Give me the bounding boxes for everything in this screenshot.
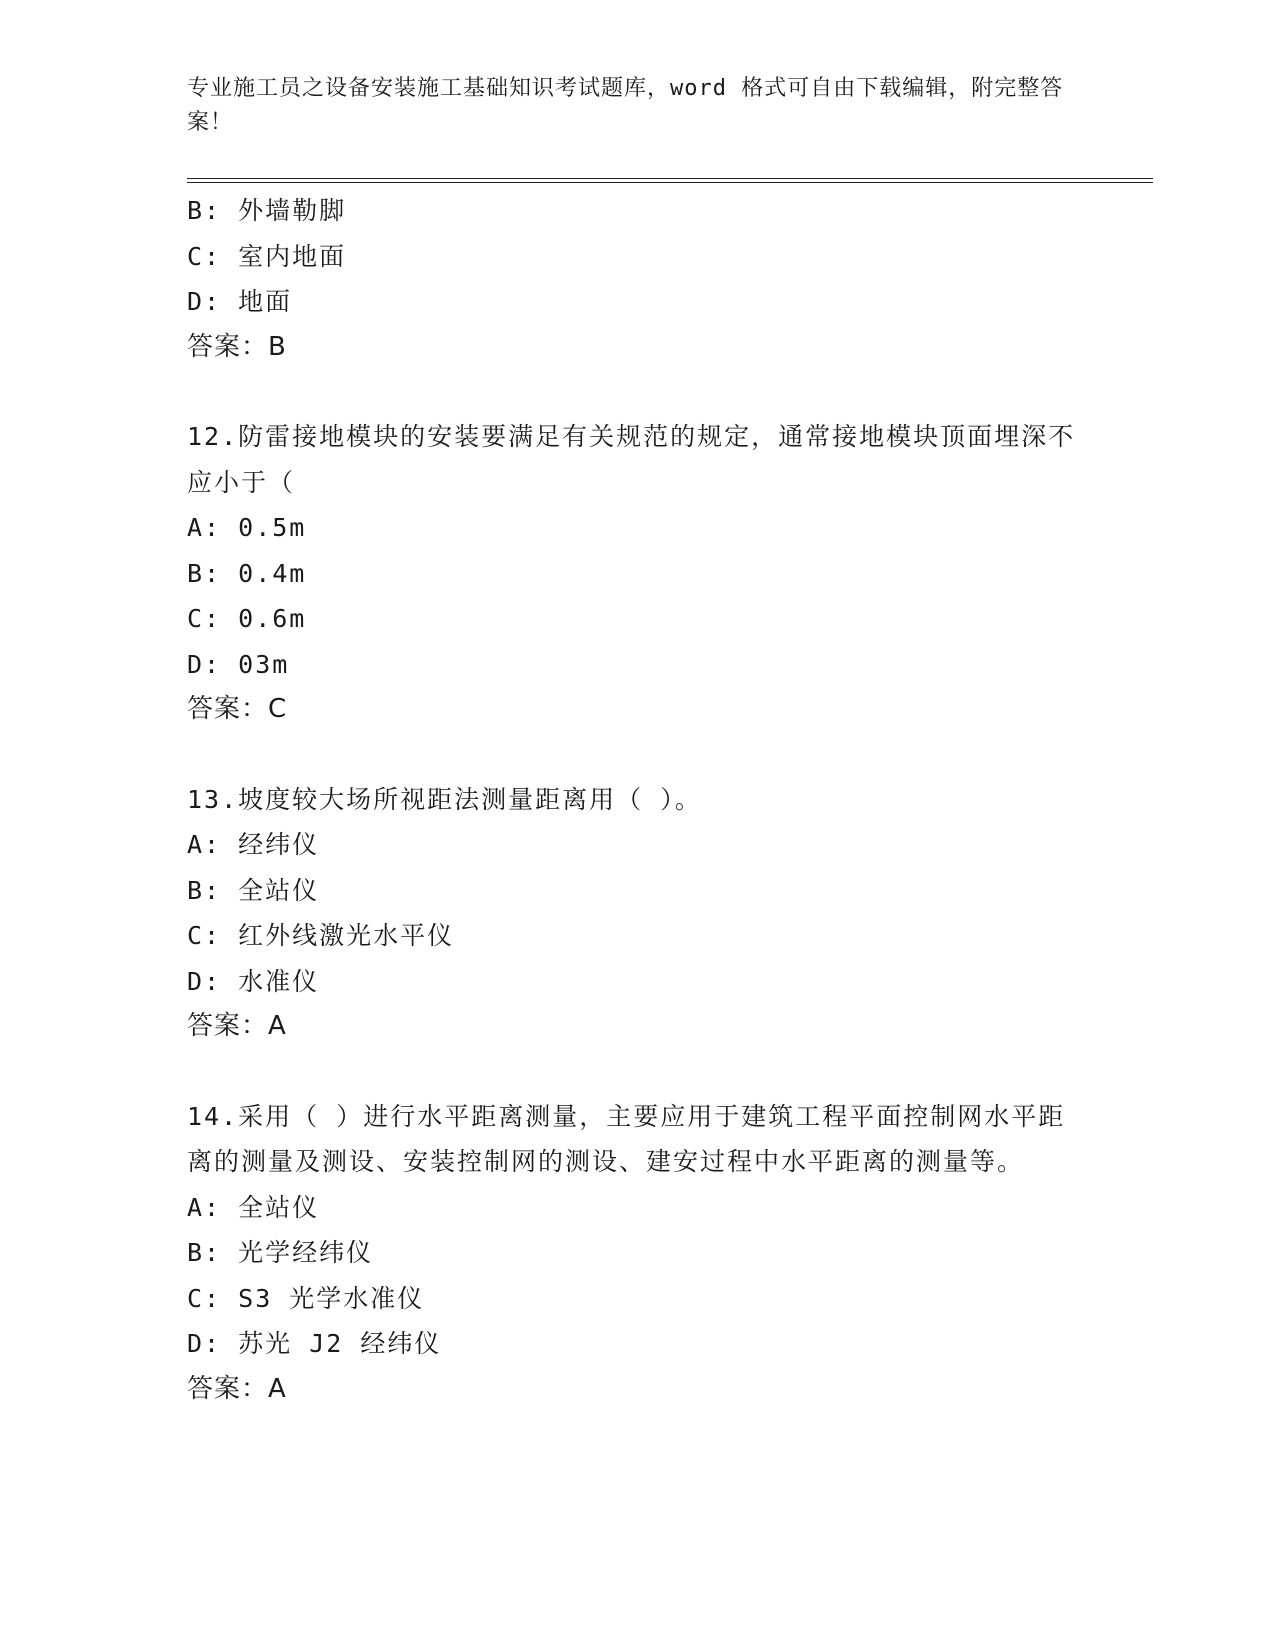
header-rule-bottom [187, 182, 1153, 183]
answer: 答案：C [187, 694, 288, 724]
option-c: C: 室内地面 [187, 241, 347, 271]
question-stem: 13.坡度较大场所视距法测量距离用（ ）。 [187, 784, 702, 814]
option-d: D: 地面 [187, 287, 293, 316]
option-b: B: 全站仪 [187, 875, 320, 905]
question-list [187, 188, 1087, 1412]
option-b: B: 光学经纬仪 [187, 1238, 374, 1267]
option-c: C: 0.6m [187, 604, 307, 633]
option-a: A: 0.5m [187, 513, 307, 542]
answer: 答案：B [187, 331, 287, 362]
option-d: D: 水准仪 [187, 966, 320, 996]
option-d: D: 03m [187, 649, 290, 679]
option-c: C: 红外线激光水平仪 [187, 921, 455, 950]
option-c: C: S3 光学水准仪 [187, 1283, 425, 1313]
question-stem: 12.防雷接地模块的安装要满足有关规范的规定，通常接地模块顶面埋深不应小于（ [187, 422, 1076, 497]
answer: 答案：A [187, 1373, 287, 1404]
option-b: B: 0.4m [187, 558, 307, 588]
option-d: D: 苏光 J2 经纬仪 [187, 1329, 442, 1358]
header-rule-top [187, 178, 1153, 179]
answer: 答案：A [187, 1011, 287, 1041]
question-12 [187, 414, 1087, 733]
option-a: A: 全站仪 [187, 1192, 320, 1222]
document-header: 专业施工员之设备安装施工基础知识考试题库，word 格式可自由下载编辑，附完整答案！ [187, 76, 1064, 135]
question-stem: 14.采用（ ）进行水平距离测量，主要应用于建筑工程平面控制网水平距离的测量及测设、安装控制网的测设、建安过程中水平距离的测量等。 [187, 1101, 1066, 1176]
question-11 [187, 188, 1087, 370]
question-13 [187, 777, 1087, 1050]
option-b: B: 外墙勒脚 [187, 196, 347, 225]
question-14 [187, 1094, 1087, 1413]
option-a: A: 经纬仪 [187, 830, 320, 859]
